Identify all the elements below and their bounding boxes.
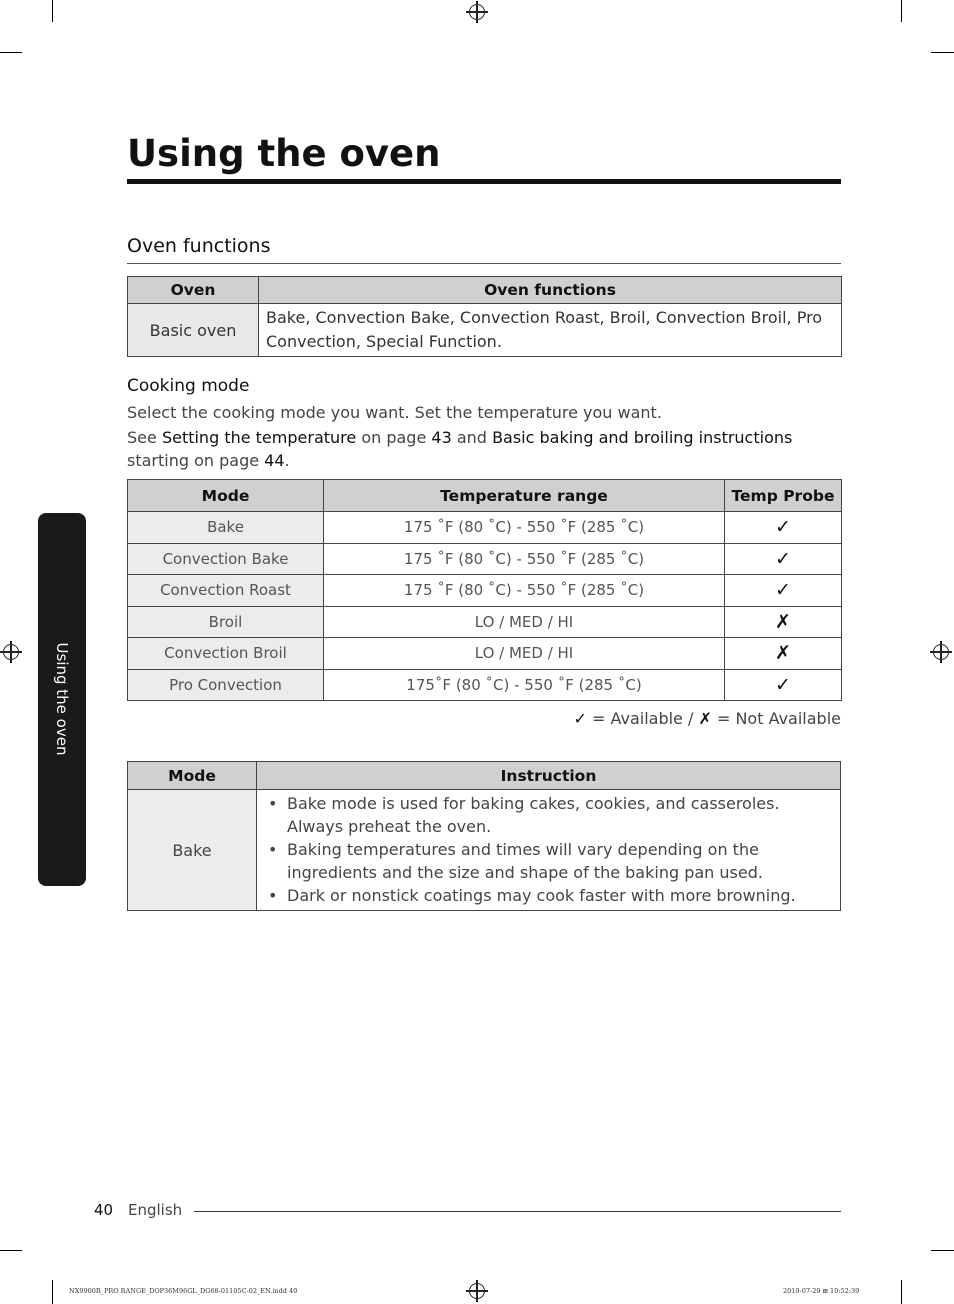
table-header-row — [128, 277, 842, 304]
table-row — [128, 575, 842, 607]
oven-functions-cell: Bake, Convection Bake, Convection Roast, Broil, Convection Broil, Pro Convection, Special Function. — [259, 304, 842, 357]
temperature-range-cell: 175 ˚F (80 ˚C) - 550 ˚F (285 ˚C) — [324, 575, 725, 607]
mode-cell: Bake — [128, 790, 257, 911]
table-row — [128, 304, 842, 357]
cooking-mode-table — [127, 479, 842, 701]
table-header-row — [128, 762, 841, 790]
temperature-range-cell: LO / MED / HI — [324, 606, 725, 638]
column-header: Temperature range — [324, 480, 725, 512]
print-slug-file: NX9900R_PRO RANGE_DOP36M96GL_DG68-01105C-02_EN.indd 40 — [69, 1287, 298, 1295]
table-row — [128, 669, 842, 701]
side-tab-label: Using the oven — [53, 642, 71, 756]
oven-functions-table — [127, 276, 842, 357]
temperature-range-cell: 175 ˚F (80 ˚C) - 550 ˚F (285 ˚C) — [324, 543, 725, 575]
cross-icon: ✗ — [725, 606, 842, 638]
legend-text: = Not Available — [716, 709, 841, 728]
section-title: Oven functions — [127, 235, 271, 257]
title-underline — [127, 179, 841, 184]
availability-legend — [573, 709, 841, 728]
legend-text: = Available / — [591, 709, 694, 728]
table-header-row — [128, 480, 842, 512]
reference-link[interactable]: Setting the temperature — [161, 428, 357, 447]
cross-icon: ✗ — [725, 638, 842, 670]
table-row — [128, 543, 842, 575]
mode-cell: Pro Convection — [128, 669, 324, 701]
temperature-range-cell: LO / MED / HI — [324, 638, 725, 670]
print-slug-timestamp: 2019-07-29 ⊞ 10:52:39 — [783, 1287, 860, 1295]
crop-mark — [901, 1280, 902, 1304]
check-icon: ✓ — [573, 709, 587, 728]
page-reference[interactable]: 43 — [431, 428, 452, 447]
table-row — [128, 606, 842, 638]
section-divider — [127, 263, 841, 264]
list-item: • Dark or nonstick coatings may cook faster with more browning. — [267, 884, 830, 907]
page-reference[interactable]: 44 — [264, 451, 285, 470]
check-icon: ✓ — [725, 669, 842, 701]
crop-mark — [0, 1250, 22, 1251]
registration-mark-icon — [3, 644, 19, 660]
crop-mark — [931, 1250, 954, 1251]
mode-cell: Broil — [128, 606, 324, 638]
crop-mark — [52, 0, 53, 22]
mode-cell: Convection Broil — [128, 638, 324, 670]
table-row — [128, 512, 842, 544]
registration-mark-icon — [933, 644, 949, 660]
crop-mark — [0, 52, 22, 53]
cooking-mode-reference — [127, 426, 841, 472]
reference-text: . — [284, 451, 290, 470]
list-item: • Baking temperatures and times will vary depending on the ingredients and the size and shape of the baking pan used. — [267, 838, 830, 884]
cooking-mode-intro: Select the cooking mode you want. Set the temperature you want. — [127, 403, 662, 422]
instruction-table — [127, 761, 841, 911]
page-title: Using the oven — [127, 132, 441, 175]
column-header: Oven functions — [259, 277, 842, 304]
instruction-list — [267, 792, 830, 907]
reference-text: starting on page — [127, 451, 260, 470]
reference-text: on page — [361, 428, 427, 447]
reference-text: See — [127, 428, 157, 447]
cooking-mode-heading: Cooking mode — [127, 376, 250, 396]
check-icon: ✓ — [725, 575, 842, 607]
oven-type-cell: Basic oven — [128, 304, 259, 357]
footer-rule — [194, 1211, 841, 1212]
side-chapter-tab[interactable] — [38, 513, 86, 886]
mode-cell: Bake — [128, 512, 324, 544]
column-header: Mode — [128, 762, 257, 790]
crop-mark — [52, 1280, 53, 1304]
table-row — [128, 790, 841, 911]
temperature-range-cell: 175˚F (80 ˚C) - 550 ˚F (285 ˚C) — [324, 669, 725, 701]
crop-mark — [901, 0, 902, 22]
column-header: Mode — [128, 480, 324, 512]
temperature-range-cell: 175 ˚F (80 ˚C) - 550 ˚F (285 ˚C) — [324, 512, 725, 544]
crop-mark — [931, 52, 954, 53]
check-icon: ✓ — [725, 512, 842, 544]
reference-text: and — [456, 428, 487, 447]
registration-mark-icon — [469, 4, 485, 20]
cross-icon: ✗ — [698, 709, 712, 728]
instruction-cell — [257, 790, 841, 911]
check-icon: ✓ — [725, 543, 842, 575]
page-number: 40 — [94, 1201, 114, 1219]
footer-language: English — [128, 1201, 183, 1219]
reference-link[interactable]: Basic baking and broiling instructions — [492, 428, 793, 447]
column-header: Temp Probe — [725, 480, 842, 512]
column-header: Oven — [128, 277, 259, 304]
mode-cell: Convection Bake — [128, 543, 324, 575]
registration-mark-icon — [469, 1283, 485, 1299]
list-item: • Bake mode is used for baking cakes, cookies, and casseroles. Always preheat the oven. — [267, 792, 830, 838]
column-header: Instruction — [257, 762, 841, 790]
table-row — [128, 638, 842, 670]
mode-cell: Convection Roast — [128, 575, 324, 607]
